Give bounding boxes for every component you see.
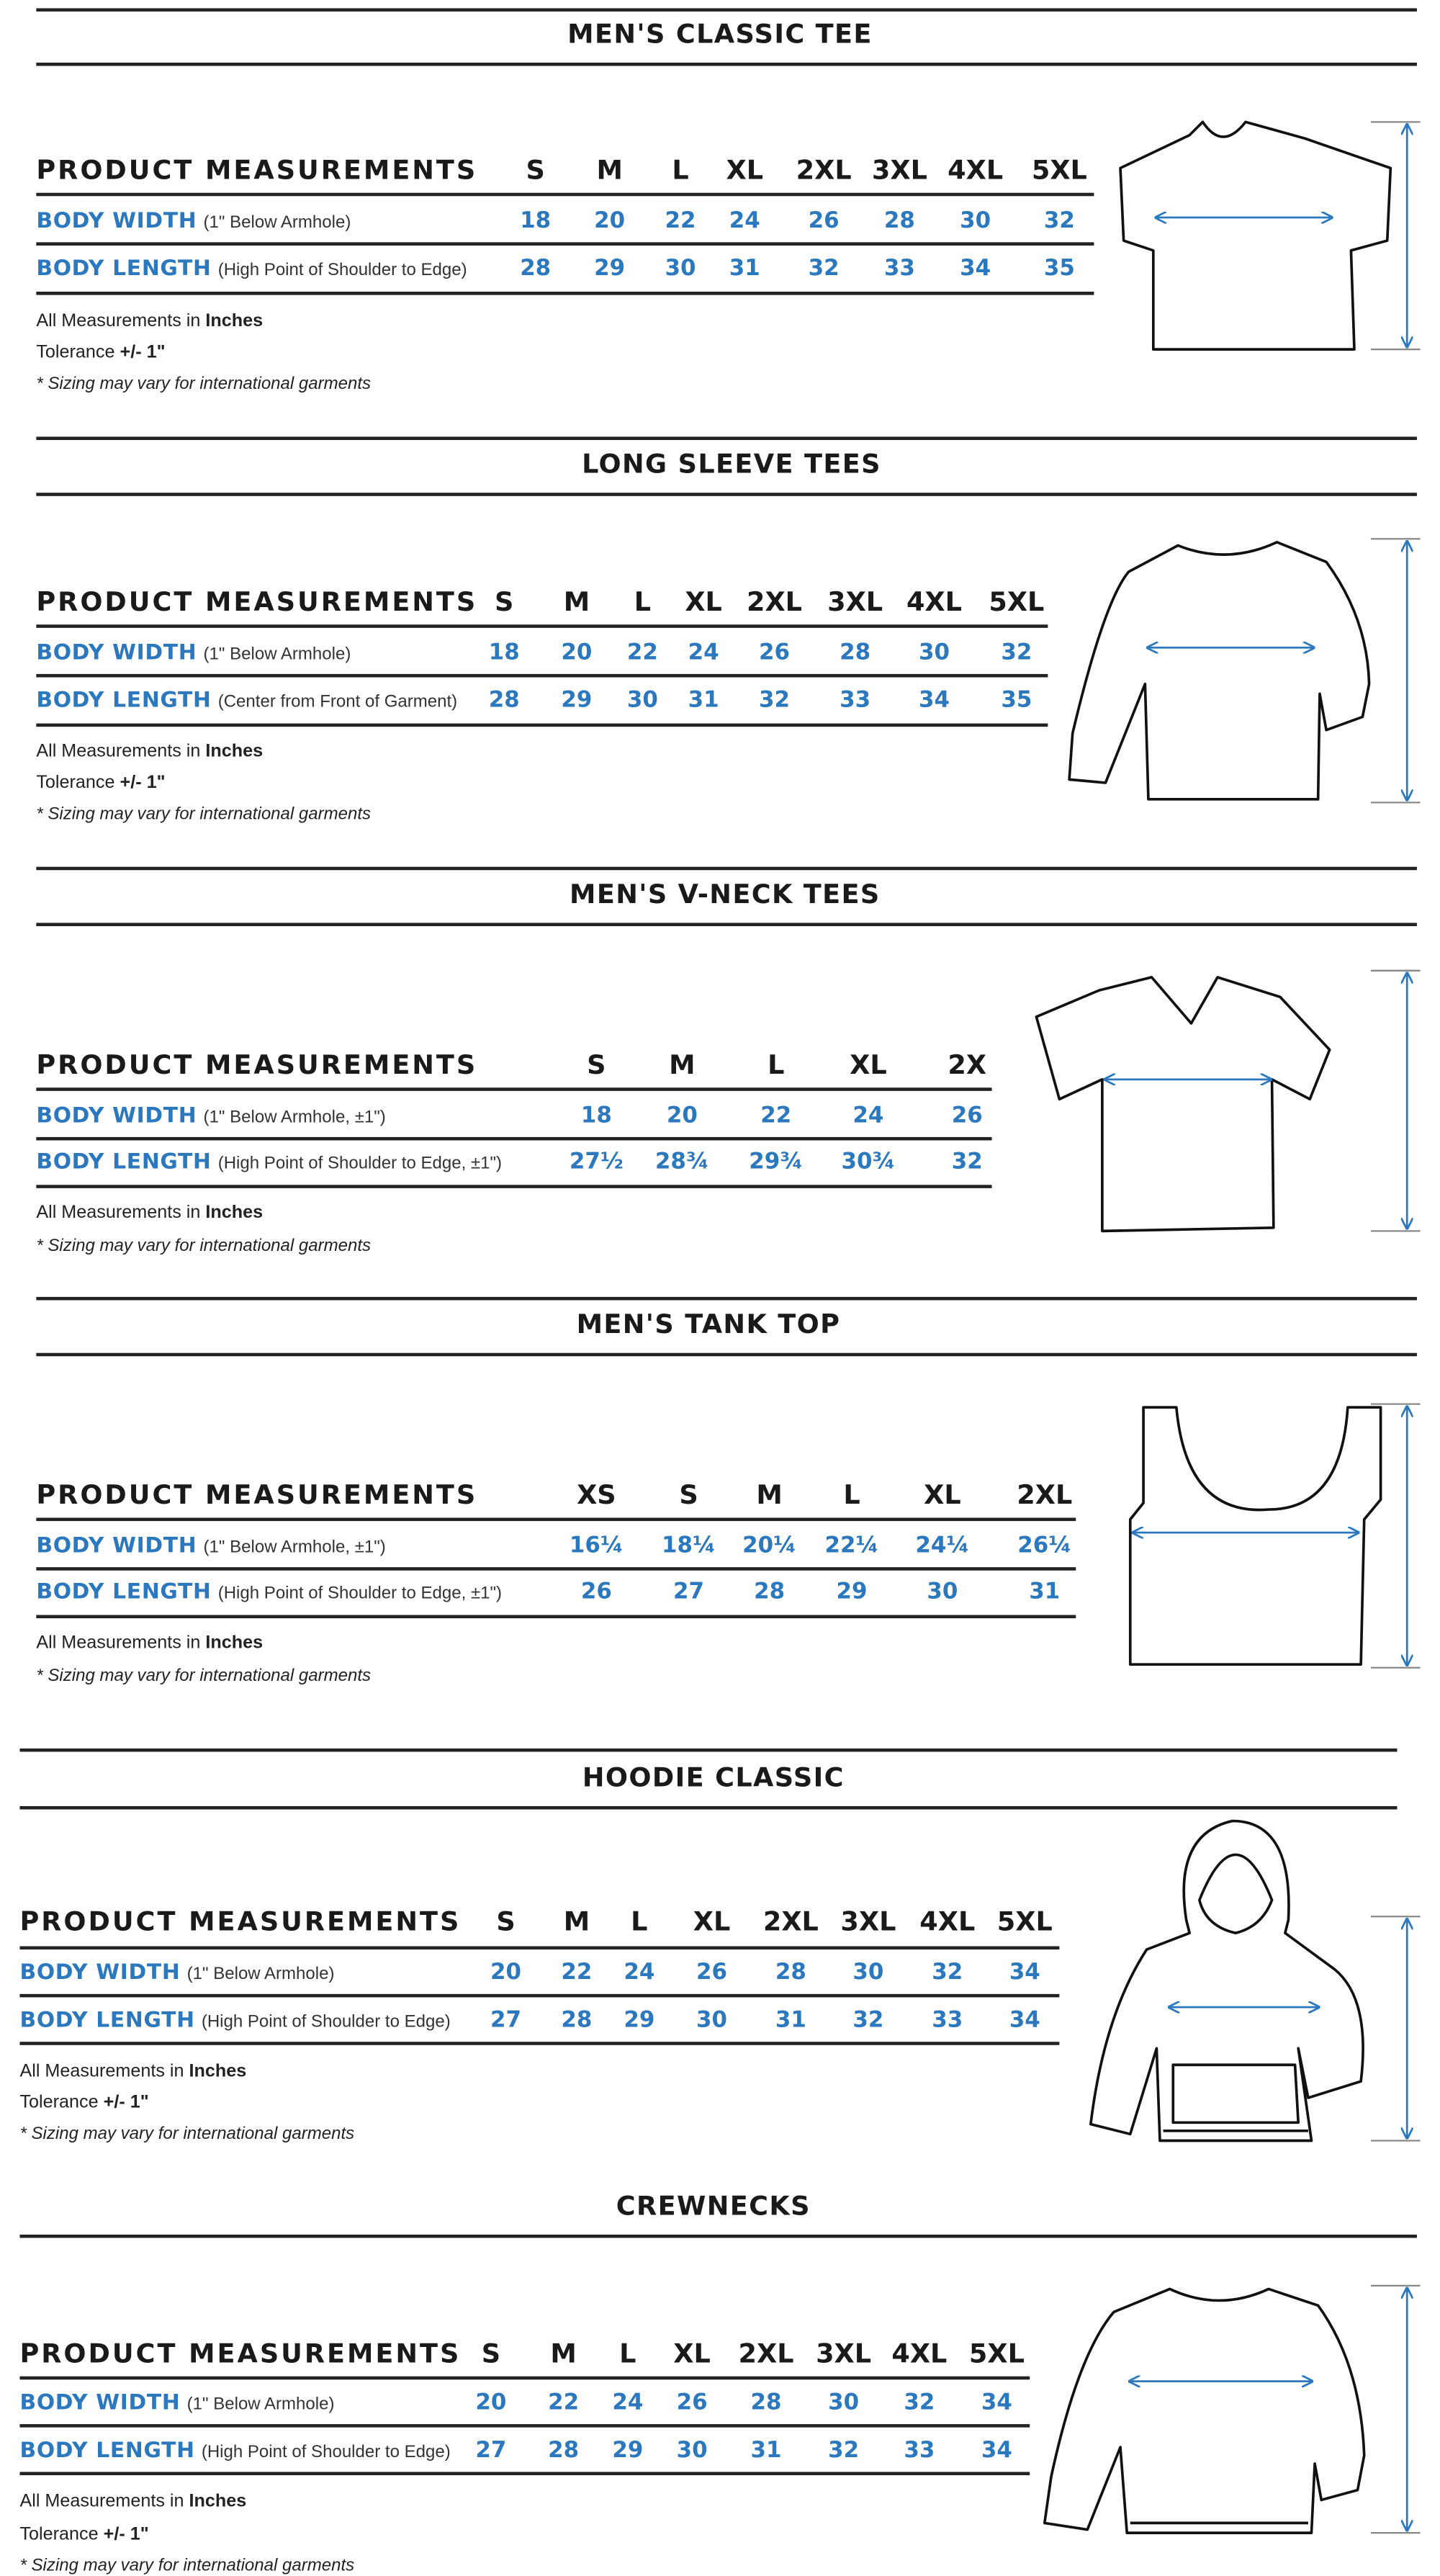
units-value: Inches [205, 311, 264, 331]
size-column-header: S [526, 153, 545, 186]
measurement-row-label [19, 2006, 450, 2035]
section-top-rule [36, 1298, 1417, 1300]
section-title-rule [36, 493, 1417, 495]
measurement-name: BODY LENGTH [36, 1580, 212, 1605]
measurement-value: 28 [750, 2389, 782, 2416]
measurement-value: 26 [808, 207, 840, 234]
measurement-name: BODY WIDTH [36, 209, 197, 234]
size-column-header: XL [850, 1049, 887, 1080]
measurement-value: 29 [561, 687, 593, 714]
international-sizing-disclaimer: * Sizing may vary for international garments [19, 2556, 355, 2576]
measurement-value: 28 [520, 255, 552, 282]
size-column-header: 2XL [746, 585, 803, 617]
measurement-value: 22¼ [824, 1532, 879, 1559]
section-title: MEN'S CLASSIC TEE [567, 18, 873, 50]
measurement-value: 35 [1001, 687, 1032, 714]
units-value: Inches [189, 2491, 247, 2512]
measurement-value: 28 [488, 687, 520, 714]
section-top-rule [36, 437, 1417, 439]
size-column-header: S [495, 585, 514, 617]
measurement-method: (High Point of Shoulder to Edge, ±1") [217, 1584, 503, 1604]
measurement-value: 33 [840, 687, 871, 714]
measurement-value: 20 [490, 1959, 522, 1986]
size-column-header: L [631, 1906, 648, 1937]
measurement-value: 31 [688, 687, 719, 714]
size-column-header: XS [577, 1478, 616, 1511]
table-row-rule [36, 292, 1094, 295]
measurement-row-label [19, 2436, 450, 2465]
measurement-value: 20¼ [742, 1532, 797, 1559]
table-row-rule [36, 1185, 991, 1188]
tolerance-value: +/- 1" [103, 2093, 149, 2113]
measurement-value: 29 [624, 2007, 655, 2034]
units-note [36, 742, 263, 761]
measurement-value: 33 [883, 255, 915, 282]
size-column-header: 4XL [906, 585, 962, 617]
tolerance-note [36, 773, 165, 792]
section-title: MEN'S TANK TOP [576, 1308, 841, 1340]
section-top-rule [36, 9, 1417, 11]
measurement-method: (1" Below Armhole) [186, 1964, 335, 1985]
table-row-rule [36, 1138, 991, 1140]
garment-outline [1120, 122, 1390, 349]
table-row-rule [19, 2042, 1059, 2045]
size-column-header: M [596, 153, 623, 186]
table-header-label: PRODUCT MEASUREMENTS [36, 153, 478, 186]
measurement-value: 26 [951, 1102, 983, 1129]
size-column-header: 2XL [738, 2337, 794, 2369]
measurement-value: 27 [475, 2437, 507, 2464]
section-title: HOODIE CLASSIC [582, 1762, 845, 1793]
table-header-label: PRODUCT MEASUREMENTS [36, 1049, 478, 1080]
size-column-header: 4XL [948, 153, 1004, 186]
units-prefix: All Measurements in [19, 2061, 189, 2082]
size-column-header: 3XL [827, 585, 883, 617]
measurement-method: (High Point of Shoulder to Edge) [217, 260, 467, 281]
table-row-rule [36, 1088, 991, 1090]
table-row-rule [36, 193, 1094, 195]
measurement-value: 30 [918, 639, 950, 666]
measurement-value: 22 [760, 1102, 792, 1129]
size-column-header: 4XL [919, 1906, 976, 1937]
tolerance-note [19, 2093, 148, 2112]
garment-outline [1130, 1407, 1381, 1664]
measurement-row-label [36, 1101, 385, 1131]
measurement-method: (1" Below Armhole, ±1") [203, 1537, 386, 1558]
size-column-header: L [843, 1478, 860, 1511]
size-column-header: L [672, 153, 689, 186]
units-value: Inches [205, 1203, 264, 1223]
measurement-value: 34 [960, 255, 991, 282]
units-prefix: All Measurements in [36, 311, 206, 331]
measurement-value: 33 [904, 2437, 935, 2464]
tolerance-prefix: Tolerance [19, 2093, 104, 2113]
international-sizing-disclaimer: * Sizing may vary for international garments [36, 374, 372, 394]
size-column-header: XL [924, 1478, 961, 1511]
table-row-rule [36, 1615, 1076, 1617]
measurement-value: 32 [758, 687, 791, 714]
measurement-value: 32 [828, 2437, 860, 2464]
size-column-header: 5XL [996, 1906, 1053, 1937]
section-title-rule [36, 1353, 1417, 1355]
measurement-value: 26 [758, 639, 791, 666]
measurement-row-label [36, 686, 457, 715]
size-column-header: 5XL [989, 585, 1045, 617]
size-column-header: 3XL [816, 2337, 872, 2369]
table-row-rule [19, 2425, 1030, 2427]
measurement-value: 18 [520, 207, 552, 234]
measurement-value: 26¼ [1017, 1532, 1072, 1559]
international-sizing-disclaimer: * Sizing may vary for international garments [36, 804, 372, 825]
measurement-value: 22 [561, 1959, 593, 1986]
garment-outline [1091, 1821, 1363, 2141]
measurement-value: 31 [729, 255, 760, 282]
measurement-name: BODY WIDTH [36, 1104, 197, 1129]
size-column-header: 2XL [1017, 1478, 1073, 1511]
measurement-value: 32 [904, 2389, 935, 2416]
section-top-rule [36, 867, 1417, 869]
measurement-value: 24 [688, 639, 719, 666]
size-column-header: 4XL [891, 2337, 948, 2369]
units-note [36, 1633, 263, 1653]
measurement-method: (1" Below Armhole) [203, 644, 351, 665]
size-column-header: 5XL [1031, 153, 1087, 186]
measurement-value: 30 [960, 207, 991, 234]
international-sizing-disclaimer: * Sizing may vary for international garments [36, 1666, 372, 1686]
tolerance-prefix: Tolerance [19, 2524, 104, 2545]
measurement-row-label [36, 1531, 385, 1561]
size-column-header: 3XL [840, 1906, 896, 1937]
measurement-value: 20 [561, 639, 593, 666]
measurement-value: 32 [1043, 207, 1075, 234]
tank-top-icon [1124, 1401, 1417, 1669]
measurement-name: BODY LENGTH [19, 2438, 195, 2464]
measurement-value: 24 [852, 1102, 884, 1129]
size-column-header: M [550, 2337, 577, 2369]
international-sizing-disclaimer: * Sizing may vary for international garments [19, 2124, 355, 2145]
measurement-value: 18¼ [662, 1532, 716, 1559]
units-value: Inches [205, 1633, 264, 1653]
measurement-value: 18 [580, 1102, 612, 1129]
table-row-rule [36, 724, 1048, 726]
measurement-value: 29 [612, 2437, 644, 2464]
measurement-value: 30 [665, 255, 696, 282]
measurement-value: 20 [666, 1102, 698, 1129]
measurement-value: 34 [1009, 2007, 1040, 2034]
measurement-value: 30 [676, 2437, 708, 2464]
units-prefix: All Measurements in [36, 1203, 206, 1223]
measurement-value: 28 [561, 2007, 593, 2034]
measurement-value: 26 [580, 1579, 612, 1605]
measurement-row-label [36, 1147, 502, 1177]
section-title-rule [19, 2235, 1416, 2238]
table-row-rule [36, 1518, 1076, 1520]
measurement-value: 29 [594, 255, 626, 282]
measurement-method: (1" Below Armhole) [186, 2394, 335, 2415]
measurement-name: BODY WIDTH [36, 641, 197, 666]
measurement-name: BODY LENGTH [36, 688, 212, 714]
table-row-rule [19, 1947, 1059, 1949]
units-prefix: All Measurements in [19, 2491, 189, 2512]
measurement-row-label [36, 206, 351, 235]
units-note [36, 1203, 263, 1222]
size-column-header: M [563, 1906, 590, 1937]
size-column-header: S [496, 1906, 516, 1937]
tolerance-prefix: Tolerance [36, 773, 120, 793]
measurement-value: 31 [1029, 1579, 1061, 1605]
measurement-value: 31 [750, 2437, 782, 2464]
size-column-header: M [563, 585, 590, 617]
long-sleeve-shirt-icon [1063, 536, 1417, 804]
tolerance-value: +/- 1" [120, 342, 166, 363]
measurement-value: 28¾ [654, 1148, 709, 1175]
measurement-value: 22 [665, 207, 696, 234]
measurement-row-label [36, 253, 467, 283]
measurement-value: 34 [981, 2437, 1012, 2464]
measurement-value: 29¾ [749, 1148, 804, 1175]
table-header-label: PRODUCT MEASUREMENTS [36, 1478, 478, 1511]
units-note [36, 311, 263, 331]
measurement-value: 30 [626, 687, 658, 714]
measurement-row-label [36, 1577, 502, 1607]
measurement-value: 31 [775, 2007, 806, 2034]
table-row-rule [19, 1995, 1059, 1997]
table-row-rule [36, 1568, 1076, 1570]
size-column-header: L [619, 2337, 636, 2369]
measurement-value: 24¼ [915, 1532, 970, 1559]
measurement-value: 27 [673, 1579, 705, 1605]
tolerance-note [19, 2525, 148, 2544]
section-title: LONG SLEEVE TEES [582, 448, 881, 480]
measurement-name: BODY WIDTH [19, 2391, 181, 2416]
measurement-value: 32 [808, 255, 840, 282]
section-top-rule [19, 1749, 1397, 1751]
tolerance-note [36, 343, 165, 362]
size-column-header: 2XL [796, 153, 852, 186]
size-column-header: 3XL [871, 153, 927, 186]
size-column-header: L [768, 1049, 785, 1080]
table-row-rule [19, 2472, 1030, 2474]
measurement-name: BODY LENGTH [36, 256, 212, 282]
size-column-header: XL [685, 585, 722, 617]
tolerance-prefix: Tolerance [36, 342, 120, 363]
section-title: CREWNECKS [616, 2190, 811, 2222]
size-column-header: XL [673, 2337, 711, 2369]
measurement-value: 28 [840, 639, 871, 666]
units-prefix: All Measurements in [36, 741, 206, 762]
size-column-header: 5XL [968, 2337, 1025, 2369]
measurement-value: 32 [932, 1959, 963, 1986]
size-column-header: 2X [948, 1049, 987, 1080]
measurement-value: 34 [918, 687, 950, 714]
hoodie-icon [1087, 1818, 1417, 2142]
measurement-value: 24 [729, 207, 760, 234]
section-title: MEN'S V-NECK TEES [570, 878, 881, 910]
measurement-value: 27½ [569, 1148, 624, 1175]
size-column-header: L [634, 585, 652, 617]
units-value: Inches [189, 2061, 247, 2082]
measurement-value: 22 [548, 2389, 580, 2416]
measurement-name: BODY WIDTH [19, 1961, 181, 1986]
measurement-method: (High Point of Shoulder to Edge) [201, 2012, 451, 2032]
size-column-header: M [669, 1049, 696, 1080]
measurement-value: 30¾ [841, 1148, 896, 1175]
garment-outline [1036, 977, 1329, 1231]
measurement-value: 33 [932, 2007, 963, 2034]
measurement-method: (High Point of Shoulder to Edge) [201, 2442, 451, 2462]
section-title-rule [19, 1807, 1397, 1809]
measurement-value: 34 [981, 2389, 1012, 2416]
garment-outline [1045, 2289, 1364, 2533]
measurement-value: 30 [852, 1959, 884, 1986]
size-column-header: XL [726, 153, 764, 186]
measurement-method: (Center from Front of Garment) [217, 692, 458, 712]
measurement-value: 35 [1043, 255, 1075, 282]
measurement-method: (High Point of Shoulder to Edge, ±1") [217, 1153, 503, 1174]
tolerance-value: +/- 1" [103, 2524, 149, 2545]
measurement-value: 22 [626, 639, 658, 666]
measurement-value: 28 [754, 1579, 786, 1605]
measurement-row-label [36, 638, 351, 668]
size-column-header: XL [693, 1906, 731, 1937]
international-sizing-disclaimer: * Sizing may vary for international garments [36, 1236, 372, 1256]
units-prefix: All Measurements in [36, 1633, 206, 1653]
tolerance-value: +/- 1" [120, 773, 166, 793]
measurement-value: 26 [696, 1959, 728, 1986]
measurement-value: 32 [1001, 639, 1032, 666]
measurement-value: 30 [696, 2007, 728, 2034]
units-note [19, 2062, 246, 2081]
table-row-rule [36, 243, 1094, 245]
measurement-value: 28 [883, 207, 915, 234]
measurement-value: 16¼ [569, 1532, 624, 1559]
measurement-value: 32 [951, 1148, 983, 1175]
measurement-value: 27 [490, 2007, 522, 2034]
measurement-name: BODY LENGTH [36, 1150, 212, 1175]
units-note [19, 2492, 246, 2511]
size-column-header: M [756, 1478, 783, 1511]
size-column-header: S [481, 2337, 501, 2369]
measurement-name: BODY LENGTH [19, 2009, 195, 2034]
section-title-rule [36, 923, 1417, 925]
table-header-label: PRODUCT MEASUREMENTS [36, 585, 478, 617]
measurement-value: 32 [852, 2007, 884, 2034]
measurement-method: (1" Below Armhole, ±1") [203, 1107, 386, 1128]
measurement-value: 20 [594, 207, 626, 234]
garment-outline [1069, 542, 1369, 799]
table-row-rule [36, 675, 1048, 677]
measurement-value: 18 [488, 639, 520, 666]
size-column-header: S [679, 1478, 698, 1511]
section-title-rule [36, 63, 1417, 66]
measurement-value: 28 [775, 1959, 806, 1986]
measurement-value: 34 [1009, 1959, 1040, 1986]
table-header-label: PRODUCT MEASUREMENTS [19, 1906, 462, 1937]
measurement-row-label [19, 2388, 334, 2418]
measurement-value: 29 [836, 1579, 868, 1605]
measurement-value: 24 [624, 1959, 655, 1986]
measurement-row-label [19, 1958, 334, 1988]
measurement-value: 30 [927, 1579, 958, 1605]
crewneck-sweatshirt-icon [1038, 2282, 1417, 2546]
measurement-value: 20 [475, 2389, 507, 2416]
measurement-value: 28 [548, 2437, 580, 2464]
measurement-name: BODY WIDTH [36, 1534, 197, 1559]
size-column-header: 2XL [762, 1906, 819, 1937]
units-value: Inches [205, 741, 264, 762]
vneck-shirt-icon [1033, 967, 1417, 1232]
measurement-value: 26 [676, 2389, 708, 2416]
size-column-header: S [587, 1049, 606, 1080]
tshirt-icon [1120, 119, 1417, 354]
measurement-value: 24 [612, 2389, 644, 2416]
table-row-rule [19, 2377, 1030, 2379]
table-header-label: PRODUCT MEASUREMENTS [19, 2337, 462, 2369]
measurement-method: (1" Below Armhole) [203, 212, 351, 233]
table-row-rule [36, 625, 1048, 627]
measurement-value: 30 [828, 2389, 860, 2416]
